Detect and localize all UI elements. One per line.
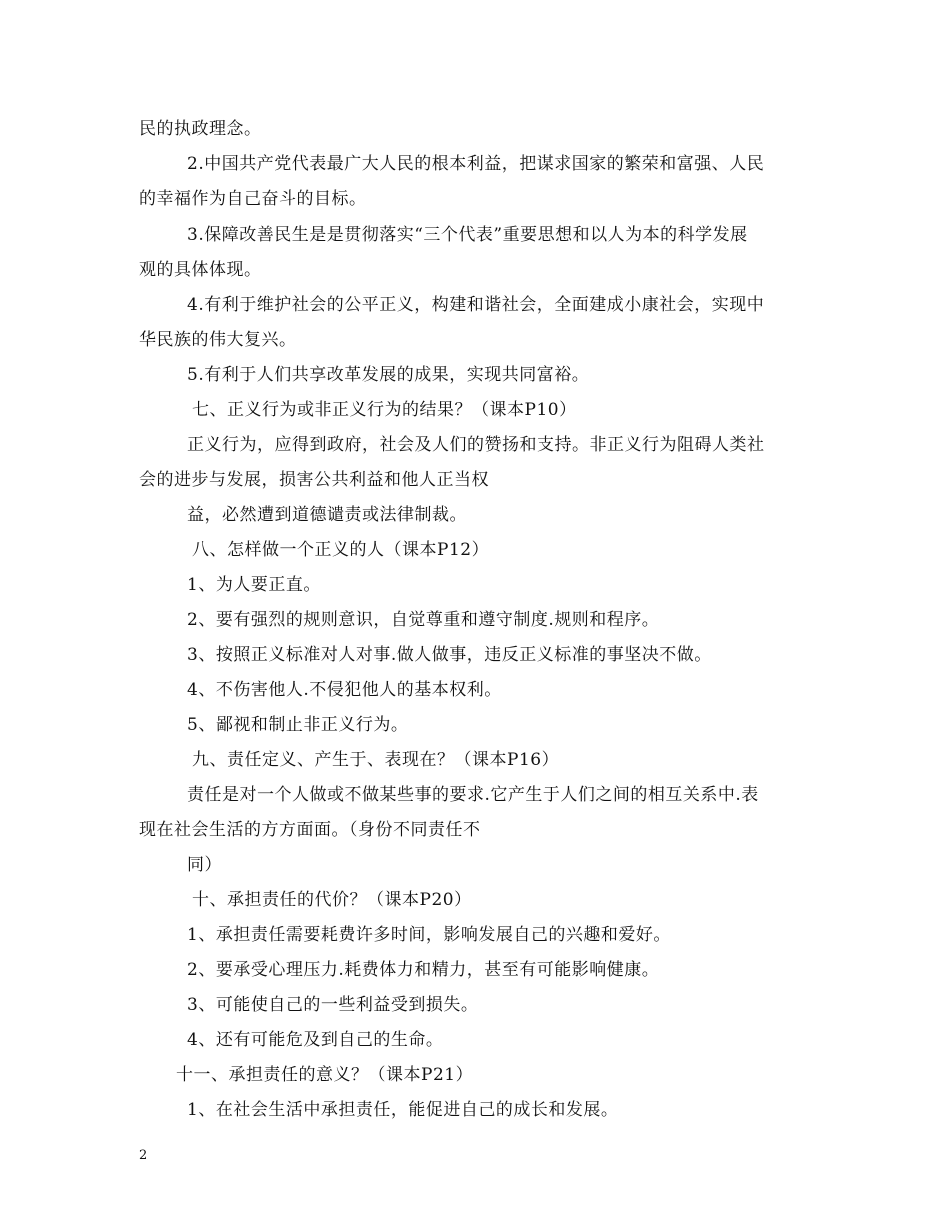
section-heading: 十、承担责任的代价？（课本P20） (192, 890, 472, 910)
list-item: 3、可能使自己的一些利益受到损失。 (187, 995, 479, 1015)
list-item: 2、要承受心理压力.耗费体力和精力，甚至有可能影响健康。 (187, 960, 660, 980)
list-item: 1、在社会生活中承担责任，能促进自己的成长和发展。 (187, 1100, 619, 1120)
text-line: 益，必然遭到道德谴责或法律制裁。 (187, 505, 467, 525)
list-item: 5、鄙视和制止非正义行为。 (187, 715, 409, 735)
list-item: 4、还有可能危及到自己的生命。 (187, 1030, 444, 1050)
text-line: 现在社会生活的方方面面。（身份不同责任不 (139, 820, 481, 840)
text-line: 同） (187, 855, 222, 875)
section-heading: 九、责任定义、产生于、表现在？（课本P16） (192, 750, 560, 770)
section-heading: 八、怎样做一个正义的人（课本P12） (192, 540, 490, 560)
text-line: 会的进步与发展，损害公共利益和他人正当权 (139, 470, 489, 490)
text-line: 3.保障改善民生是是贯彻落实“三个代表”重要思想和以人为本的科学发展 (187, 225, 748, 245)
list-item: 1、为人要正直。 (187, 575, 321, 595)
text-line: 正义行为，应得到政府，社会及人们的赞扬和支持。非正义行为阻碍人类社 (187, 435, 765, 455)
text-line: 的幸福作为自己奋斗的目标。 (139, 189, 367, 209)
list-item: 3、按照正义标准对人对事.做人做事，违反正义标准的事坚决不做。 (187, 645, 712, 665)
page-number: 2 (139, 1148, 148, 1163)
text-line: 责任是对一个人做或不做某些事的要求.它产生于人们之间的相互关系中.表 (187, 785, 759, 805)
section-heading: 十一、承担责任的意义？（课本P21） (176, 1065, 474, 1085)
list-item: 2、要有强烈的规则意识，自觉尊重和遵守制度.规则和程序。 (187, 610, 660, 630)
text-line: 民的执政理念。 (139, 119, 262, 139)
list-item: 1、承担责任需要耗费许多时间，影响发展自己的兴趣和爱好。 (187, 925, 671, 945)
text-line: 观的具体体现。 (139, 260, 262, 280)
text-line: 4.有利于维护社会的公平正义，构建和谐社会，全面建成小康社会，实现中 (187, 295, 765, 315)
section-heading: 七、正义行为或非正义行为的结果？（课本P10） (192, 400, 577, 420)
text-line: 2.中国共产党代表最广大人民的根本利益，把谋求国家的繁荣和富强、人民 (187, 154, 765, 174)
text-line: 5.有利于人们共享改革发展的成果，实现共同富裕。 (187, 365, 590, 385)
text-line: 华民族的伟大复兴。 (139, 330, 297, 350)
list-item: 4、不伤害他人.不侵犯他人的基本权利。 (187, 680, 502, 700)
